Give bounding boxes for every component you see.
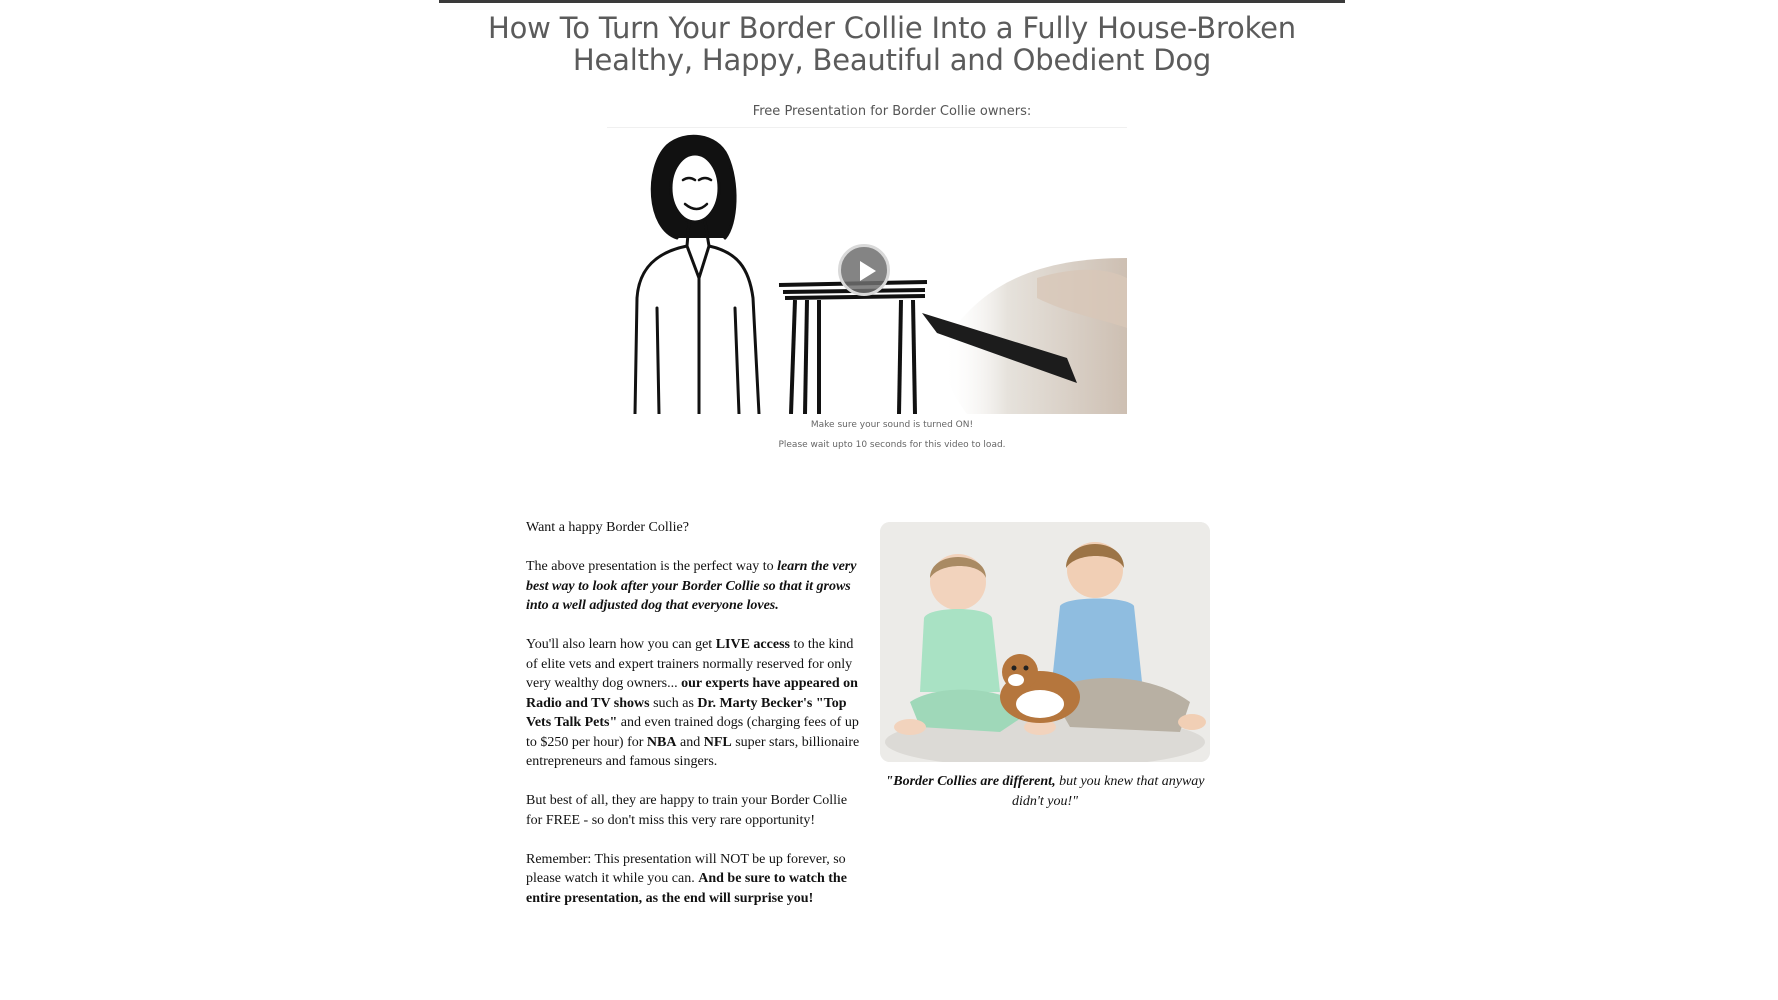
marty-becker-text: Dr. Marty Becker's "Top Vets Talk Pets" bbox=[526, 695, 847, 730]
experts-paragraph bbox=[526, 635, 860, 772]
top-bar bbox=[439, 0, 1345, 3]
experts-text-g: and even trained dogs (charging fees of up to $250 per hour) for bbox=[526, 715, 859, 750]
reminder-emphasis: And be sure to watch the entire presentation, as the end will surprise you! bbox=[526, 871, 847, 906]
page-headline: How To Turn Your Border Collie Into a Fully House-Broken Healthy, Happy, Beautiful and Obedient Dog bbox=[488, 11, 1296, 77]
reminder-text: Remember: This presentation will NOT be up forever, so please watch it while you can. bbox=[526, 851, 846, 886]
nba-text: NBA bbox=[646, 734, 677, 750]
caption-rest-text: but you knew that anyway didn't you!" bbox=[1011, 774, 1205, 809]
experts-text-k: super stars, billionaire entrepreneurs and famous singers. bbox=[526, 734, 860, 769]
presentation-paragraph bbox=[526, 557, 860, 616]
play-button[interactable] bbox=[838, 244, 890, 296]
nfl-text: NFL bbox=[703, 734, 732, 750]
live-access-text: LIVE access bbox=[715, 637, 790, 652]
experts-text-a: You'll also learn how you can get bbox=[526, 637, 716, 652]
video-player[interactable] bbox=[607, 127, 1127, 414]
kids-with-puppy-photo bbox=[880, 522, 1210, 762]
load-note: Please wait upto 10 seconds for this video to load. bbox=[778, 440, 1006, 450]
presentation-text: The above presentation is the perfect way to bbox=[526, 559, 778, 574]
experts-text-i: and bbox=[676, 734, 704, 750]
intro-paragraph: Want a happy Border Collie? bbox=[526, 520, 689, 535]
presentation-label: Free Presentation for Border Collie owners: bbox=[752, 104, 1032, 119]
presentation-emphasis: learn the very best way to look after your Border Collie so that it grows into a well adjusted dog that everyone loves. bbox=[526, 559, 857, 613]
caption-bold-text: "Border Collies are different, bbox=[885, 774, 1056, 789]
free-training-paragraph: But best of all, they are happy to train your Border Collie for FREE - so don't miss this very rare opportunity! bbox=[526, 793, 848, 828]
kids-with-puppy-illustration bbox=[880, 522, 1210, 762]
experts-text-c: to the kind of elite vets and expert trainers normally reserved for only very wealthy dog owners... bbox=[526, 637, 854, 691]
experts-text-e: such as bbox=[649, 695, 698, 711]
table-drawing bbox=[779, 282, 927, 414]
drawing-hand bbox=[922, 258, 1127, 414]
photo-caption bbox=[880, 772, 1210, 811]
reminder-paragraph bbox=[526, 850, 860, 909]
woman-drawing bbox=[635, 136, 759, 414]
sales-copy bbox=[526, 518, 860, 928]
experts-tv-text: our experts have appeared on Radio and TV shows bbox=[526, 676, 858, 711]
sound-note: Make sure your sound is turned ON! bbox=[810, 420, 974, 430]
